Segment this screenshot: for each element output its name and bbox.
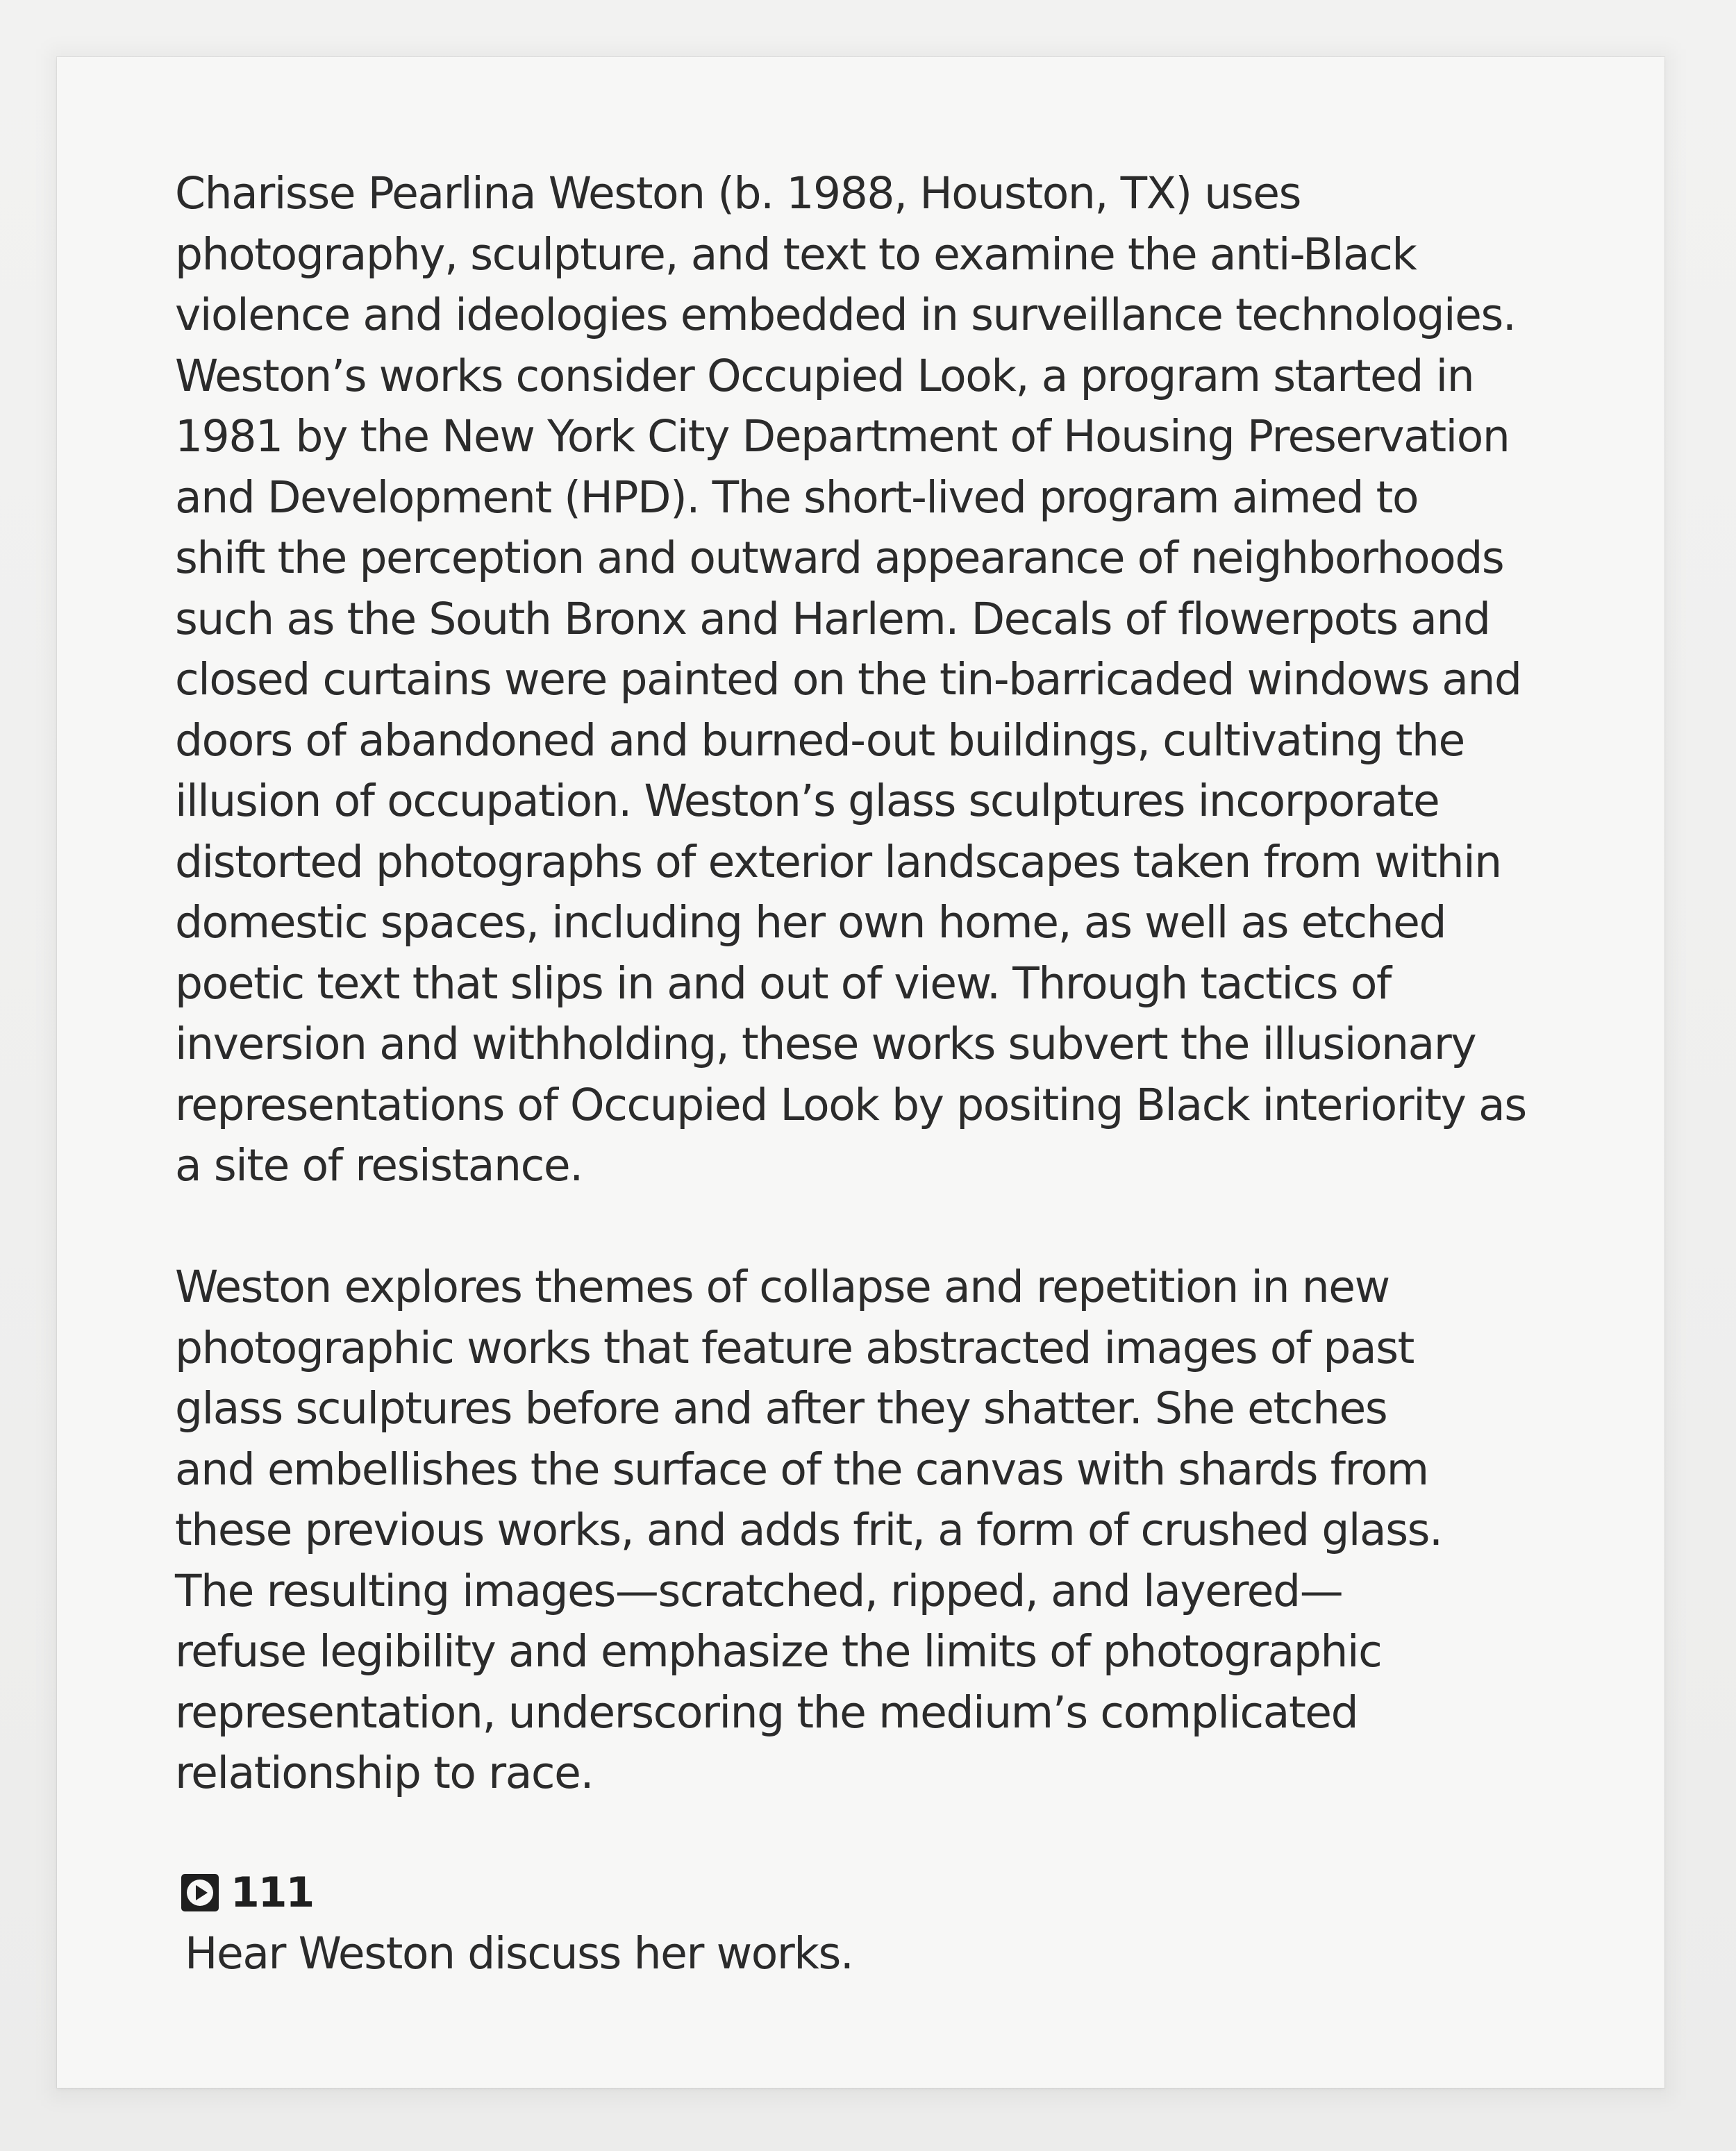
audio-guide-caption: Hear Weston discuss her works. — [185, 1928, 853, 1979]
play-in-square-icon — [179, 1872, 221, 1914]
audio-stop-number: 111 — [231, 1868, 314, 1917]
audio-guide-stop — [179, 1868, 313, 1918]
label-paragraph-2: Weston explores themes of collapse and repetition in new photographic works that feature abstracted images of past glass sculptures before and after they shatter. She etches and embellishes the surface of the canvas with shards from these previous works, and adds frit, a form of crushed glass. The resulting images—scratched, ripped, and layered— refuse legibility and emphasize the limits of photographic representation, underscoring the medium’s complicated relationship to race. — [175, 1262, 1442, 1798]
label-paragraph-1: Charisse Pearlina Weston (b. 1988, Houston, TX) uses photography, sculpture, and text to examine the anti-Black violence and ideologies embedded in surveillance technologies. Weston’s works consider Occupied Look, a program started in 1981 by the New York City Department of Housing Preservation and Development (HPD). The short-lived program aimed to shift the perception and outward appearance of neighborhoods such as the South Bronx and Harlem. Decals of flowerpots and closed curtains were painted on the tin-barricaded windows and doors of abandoned and burned-out buildings, cultivating the illusion of occupation. Weston’s glass sculptures incorporate distorted photographs of exterior landscapes taken from within domestic spaces, including her own home, as well as etched poetic text that slips in and out of view. Through tactics of inversion and withholding, these works subvert the illusionary representations of Occupied Look by positing Black interiority as a site of resistance. — [175, 168, 1526, 1191]
